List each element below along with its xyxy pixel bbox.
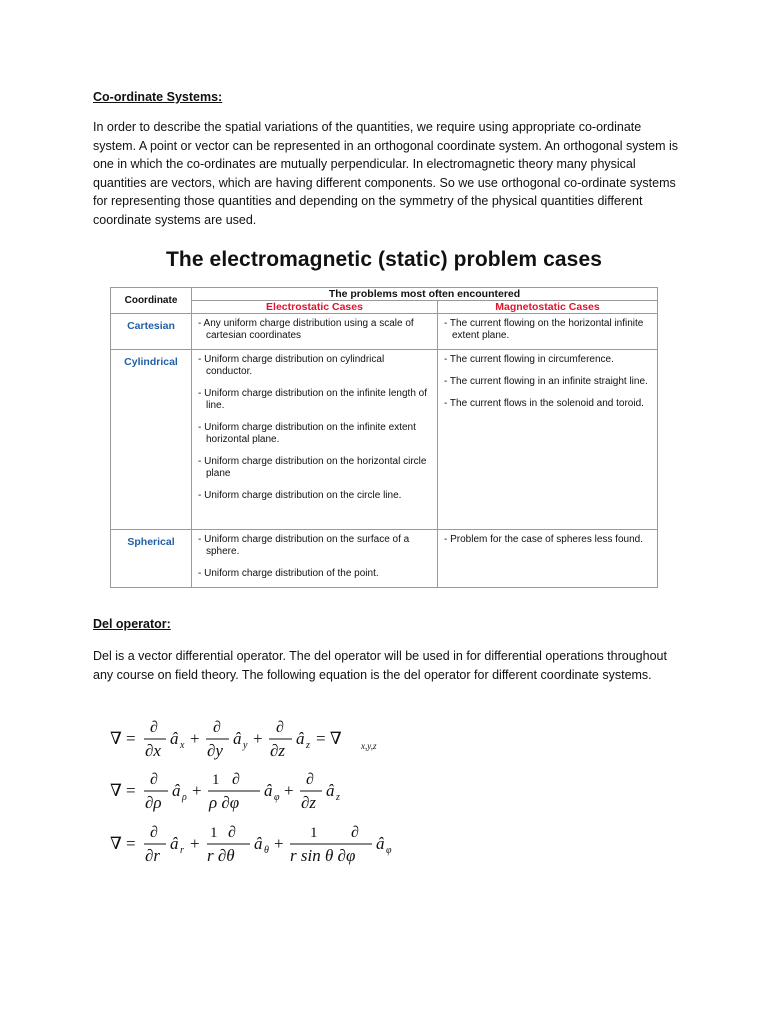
list-item: - The current flowing on the horizontal infinite extent plane. [444,318,644,341]
partial-numerator: ∂ [276,719,284,736]
partial-numerator: ∂ [306,771,314,788]
list-item: - Uniform charge distribution on the infinite length of line. [198,388,428,411]
plus-sign: + [190,834,200,853]
nabla-rhs: = ∇ [316,729,342,748]
plus-sign: + [284,781,294,800]
unit-vector-aphi: â [264,781,273,800]
subscript-r: r [180,845,184,856]
nabla-symbol: ∇ [110,729,122,748]
table-row [111,530,658,588]
subscript-phi: φ [274,792,280,803]
equals-sign: = [126,834,136,853]
equation-cartesian [110,719,377,760]
nabla-symbol: ∇ [110,781,122,800]
electro-cell [192,530,438,588]
numerator-one: 1 [210,825,218,841]
subscript-z: z [306,740,310,751]
partial-numerator: ∂ [150,719,158,736]
list-item: - The current flowing in an infinite straight line. [444,376,648,387]
electro-cell [192,350,438,530]
electro-cell [192,314,438,350]
subscript-z: z [336,792,340,803]
del-operator-paragraph: Del is a vector differential operator. The del operator will be used in for differential operations throughout any course on field theory. The following equation is the del operator for different coordinate systems. [93,649,667,682]
unit-vector-ax: â [170,729,179,748]
plus-sign: + [274,834,284,853]
unit-vector-arho: â [172,781,181,800]
header-magnetostatic: Magnetostatic Cases [438,301,658,314]
rho-dphi: ρ ∂φ [209,793,240,812]
unit-vector-az: â [326,781,335,800]
nabla-symbol: ∇ [110,834,122,853]
magneto-cell [438,314,658,350]
problem-cases-table [110,287,658,588]
plus-sign: + [253,729,263,748]
section-heading-del-operator: Del operator: [93,617,171,631]
header-electrostatic: Electrostatic Cases [192,301,438,314]
figure-title: The electromagnetic (static) problem cases [165,248,602,271]
problem-cases-figure [109,244,659,590]
list-item: - Uniform charge distribution on the horizontal circle plane [198,456,427,479]
list-item: - Problem for the case of spheres less found. [444,534,643,545]
list-item: - Uniform charge distribution on cylindrical conductor. [198,354,385,377]
unit-vector-atheta: â [254,834,263,853]
unit-vector-ar: â [170,834,179,853]
table-row [111,314,658,350]
subscript-x: x [180,740,185,751]
partial-numerator: ∂ [232,771,240,788]
del-operator-equations [110,716,410,876]
equation-cylindrical [110,771,340,812]
equation-spherical [110,824,392,865]
unit-vector-az: â [296,729,305,748]
list-item: - The current flows in the solenoid and toroid. [444,398,644,409]
magneto-cell [438,350,658,530]
coord-cartesian: Cartesian [111,314,192,350]
subscript-phi: φ [386,845,392,856]
r-dtheta: r ∂θ [207,846,235,865]
list-item: - Uniform charge distribution on the infinite extent horizontal plane. [198,422,416,445]
r-sin-theta-dphi: r sin θ ∂φ [290,846,356,865]
coord-cylindrical: Cylindrical [111,350,192,530]
list-item: - Uniform charge distribution on the circle line. [198,490,402,501]
subscript-xyz: x,y,z [361,741,377,751]
partial-dz: ∂z [301,793,317,812]
header-coordinate: Coordinate [111,288,192,314]
header-problems-often: The problems most often encountered [192,288,658,301]
list-item: - The current flowing in circumference. [444,354,614,365]
plus-sign: + [192,781,202,800]
subscript-y: y [243,740,248,751]
unit-vector-ay: â [233,729,242,748]
coordinate-systems-paragraph: In order to describe the spatial variations of the quantities, we require using appropriate co-ordinate system. A point or vector can be represented in an orthogonal coordinate system. An orthogonal system is one in which the co-ordinates are mutually perpendicular. In electromagnetic theory many physical quantities are vectors, which are having different components. So we use orthogonal co-ordinate systems for representing those quantities and depending on the symmetry of the physical quantities different coordinate systems are used. [93,120,679,227]
numerator-one: 1 [212,772,220,788]
coord-spherical: Spherical [111,530,192,588]
partial-dy: ∂y [207,741,223,760]
list-item: - Uniform charge distribution on the surface of a sphere. [198,534,410,557]
partial-dz: ∂z [270,741,286,760]
numerator-one: 1 [310,825,318,841]
equals-sign: = [126,781,136,800]
magneto-cell [438,530,658,588]
partial-dr: ∂r [145,846,161,865]
list-item: - Uniform charge distribution of the point. [198,568,379,579]
subscript-rho: ρ [182,792,187,803]
partial-drho: ∂ρ [145,793,162,812]
partial-numerator: ∂ [150,771,158,788]
list-item: - Any uniform charge distribution using a scale of cartesian coordinates [198,318,414,341]
partial-numerator: ∂ [213,719,221,736]
partial-numerator: ∂ [150,824,158,841]
partial-numerator: ∂ [351,824,359,841]
unit-vector-aphi: â [376,834,385,853]
equals-sign: = [126,729,136,748]
section-heading-coordinate-systems: Co-ordinate Systems: [93,90,223,104]
plus-sign: + [190,729,200,748]
subscript-theta: θ [264,845,269,856]
partial-numerator: ∂ [228,824,236,841]
partial-dx: ∂x [145,741,161,760]
table-row [111,350,658,530]
